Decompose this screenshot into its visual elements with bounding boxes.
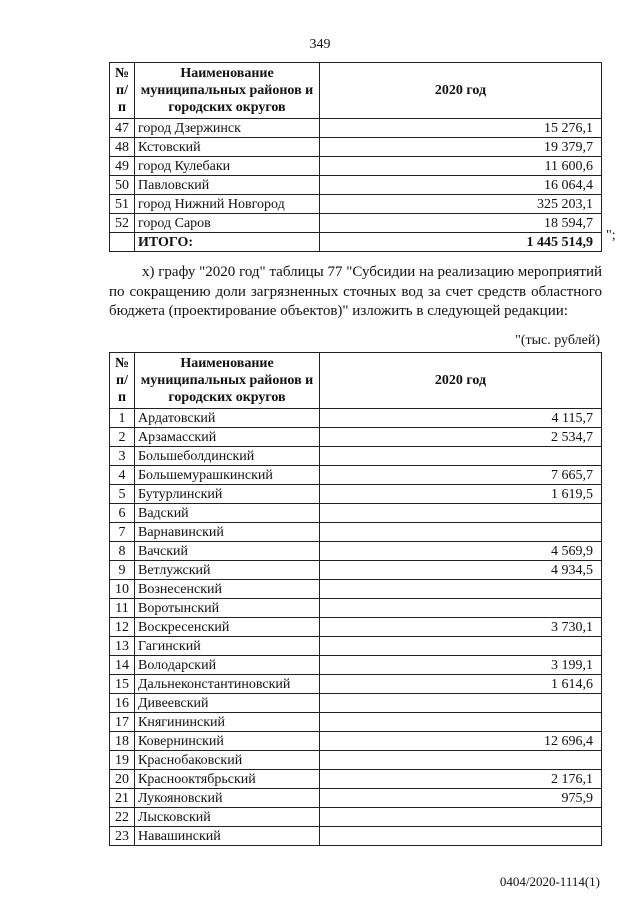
total-value: 1 445 514,9 (320, 233, 602, 252)
document-code: 0404/2020-1114(1) (499, 874, 600, 889)
total-label: ИТОГО: (135, 233, 320, 252)
row-value (320, 523, 602, 542)
row-name: Княгининский (135, 713, 320, 732)
row-number: 19 (110, 751, 135, 770)
row-name: Большемурашкинский (135, 466, 320, 485)
table-row (110, 157, 602, 176)
row-value: 3 199,1 (320, 656, 602, 675)
amendment-paragraph: х) графу "2020 год" таблицы 77 "Субсидии на реализацию мероприятий по сокращению доли загрязненных сточных вод за счет средств областного бюджета (проектирование объектов)" изложить в следующей редакции: (109, 264, 602, 319)
row-name: Володарский (135, 656, 320, 675)
row-name: Ковернинский (135, 732, 320, 751)
row-value (320, 713, 602, 732)
row-value: 2 534,7 (320, 428, 602, 447)
row-number: 8 (110, 542, 135, 561)
row-name: город Саров (135, 214, 320, 233)
header-num: № п/п (110, 63, 135, 119)
row-value: 19 379,7 (320, 138, 602, 157)
row-value (320, 751, 602, 770)
row-value: 975,9 (320, 789, 602, 808)
row-number: 2 (110, 428, 135, 447)
row-value (320, 637, 602, 656)
row-value: 12 696,4 (320, 732, 602, 751)
row-number: 4 (110, 466, 135, 485)
row-name: город Дзержинск (135, 119, 320, 138)
row-value: 1 614,6 (320, 675, 602, 694)
row-value: 2 176,1 (320, 770, 602, 789)
row-value: 16 064,4 (320, 176, 602, 195)
row-value (320, 827, 602, 846)
table-row (110, 119, 602, 138)
table-row (110, 466, 602, 485)
row-number: 23 (110, 827, 135, 846)
row-number: 5 (110, 485, 135, 504)
page-number: 349 (309, 37, 331, 52)
row-number: 6 (110, 504, 135, 523)
total-row (110, 233, 602, 252)
row-value (320, 808, 602, 827)
row-name: Дивеевский (135, 694, 320, 713)
row-value: 4 115,7 (320, 409, 602, 428)
header-year: 2020 год (320, 63, 602, 119)
row-value (320, 504, 602, 523)
row-name: Лысковский (135, 808, 320, 827)
row-name: Воскресенский (135, 618, 320, 637)
table-row (110, 637, 602, 656)
row-name: Краснооктябрьский (135, 770, 320, 789)
row-name: Краснобаковский (135, 751, 320, 770)
table-row (110, 523, 602, 542)
units-label: "(тыс. рублей) (515, 333, 600, 348)
table-1 (109, 62, 602, 252)
header-name: Наименование муниципальных районов и городских округов (135, 63, 320, 119)
row-value (320, 694, 602, 713)
header-num: № п/п (110, 353, 135, 409)
row-value (320, 580, 602, 599)
row-number: 22 (110, 808, 135, 827)
row-value (320, 599, 602, 618)
row-number: 21 (110, 789, 135, 808)
row-name: Варнавинский (135, 523, 320, 542)
row-value: 15 276,1 (320, 119, 602, 138)
table-row (110, 214, 602, 233)
header-year: 2020 год (320, 353, 602, 409)
table-row (110, 138, 602, 157)
table-row (110, 580, 602, 599)
row-number: 49 (110, 157, 135, 176)
row-number: 13 (110, 637, 135, 656)
table-row (110, 599, 602, 618)
table-row (110, 542, 602, 561)
row-name: Гагинский (135, 637, 320, 656)
table-row (110, 409, 602, 428)
row-value (320, 447, 602, 466)
row-number: 51 (110, 195, 135, 214)
row-value: 325 203,1 (320, 195, 602, 214)
row-number: 20 (110, 770, 135, 789)
table-row (110, 176, 602, 195)
table-row (110, 789, 602, 808)
row-name: Лукояновский (135, 789, 320, 808)
table-row (110, 675, 602, 694)
row-value: 18 594,7 (320, 214, 602, 233)
row-value: 3 730,1 (320, 618, 602, 637)
row-number: 16 (110, 694, 135, 713)
row-name: город Нижний Новгород (135, 195, 320, 214)
table-2 (109, 352, 602, 846)
table-row (110, 770, 602, 789)
row-number: 7 (110, 523, 135, 542)
table-row (110, 428, 602, 447)
row-name: Навашинский (135, 827, 320, 846)
row-number: 14 (110, 656, 135, 675)
row-name: Вачский (135, 542, 320, 561)
row-name: Кстовский (135, 138, 320, 157)
table-row (110, 694, 602, 713)
row-number: 52 (110, 214, 135, 233)
row-value: 11 600,6 (320, 157, 602, 176)
table-row (110, 713, 602, 732)
row-name: Ветлужский (135, 561, 320, 580)
row-name: Воротынский (135, 599, 320, 618)
row-name: Арзамасский (135, 428, 320, 447)
row-number: 1 (110, 409, 135, 428)
row-number: 47 (110, 119, 135, 138)
row-number: 10 (110, 580, 135, 599)
row-number: 15 (110, 675, 135, 694)
row-name: Ардатовский (135, 409, 320, 428)
row-name: Большеболдинский (135, 447, 320, 466)
row-number: 17 (110, 713, 135, 732)
total-num (110, 233, 135, 252)
row-number: 48 (110, 138, 135, 157)
row-value: 1 619,5 (320, 485, 602, 504)
row-number: 18 (110, 732, 135, 751)
row-name: Дальнеконстантиновский (135, 675, 320, 694)
row-name: Вадский (135, 504, 320, 523)
table-row (110, 195, 602, 214)
row-number: 50 (110, 176, 135, 195)
row-name: Бутурлинский (135, 485, 320, 504)
row-name: город Кулебаки (135, 157, 320, 176)
table-row (110, 485, 602, 504)
table-row (110, 561, 602, 580)
row-value: 4 569,9 (320, 542, 602, 561)
row-number: 3 (110, 447, 135, 466)
table-row (110, 827, 602, 846)
table-row (110, 732, 602, 751)
header-name: Наименование муниципальных районов и городских округов (135, 353, 320, 409)
row-name: Павловский (135, 176, 320, 195)
table-row (110, 656, 602, 675)
row-number: 9 (110, 561, 135, 580)
row-name: Вознесенский (135, 580, 320, 599)
row-value: 7 665,7 (320, 466, 602, 485)
closing-quote: "; (606, 228, 616, 243)
table-row (110, 447, 602, 466)
table-row (110, 751, 602, 770)
table-row (110, 504, 602, 523)
table-row (110, 618, 602, 637)
row-number: 11 (110, 599, 135, 618)
row-value: 4 934,5 (320, 561, 602, 580)
table-row (110, 808, 602, 827)
row-number: 12 (110, 618, 135, 637)
